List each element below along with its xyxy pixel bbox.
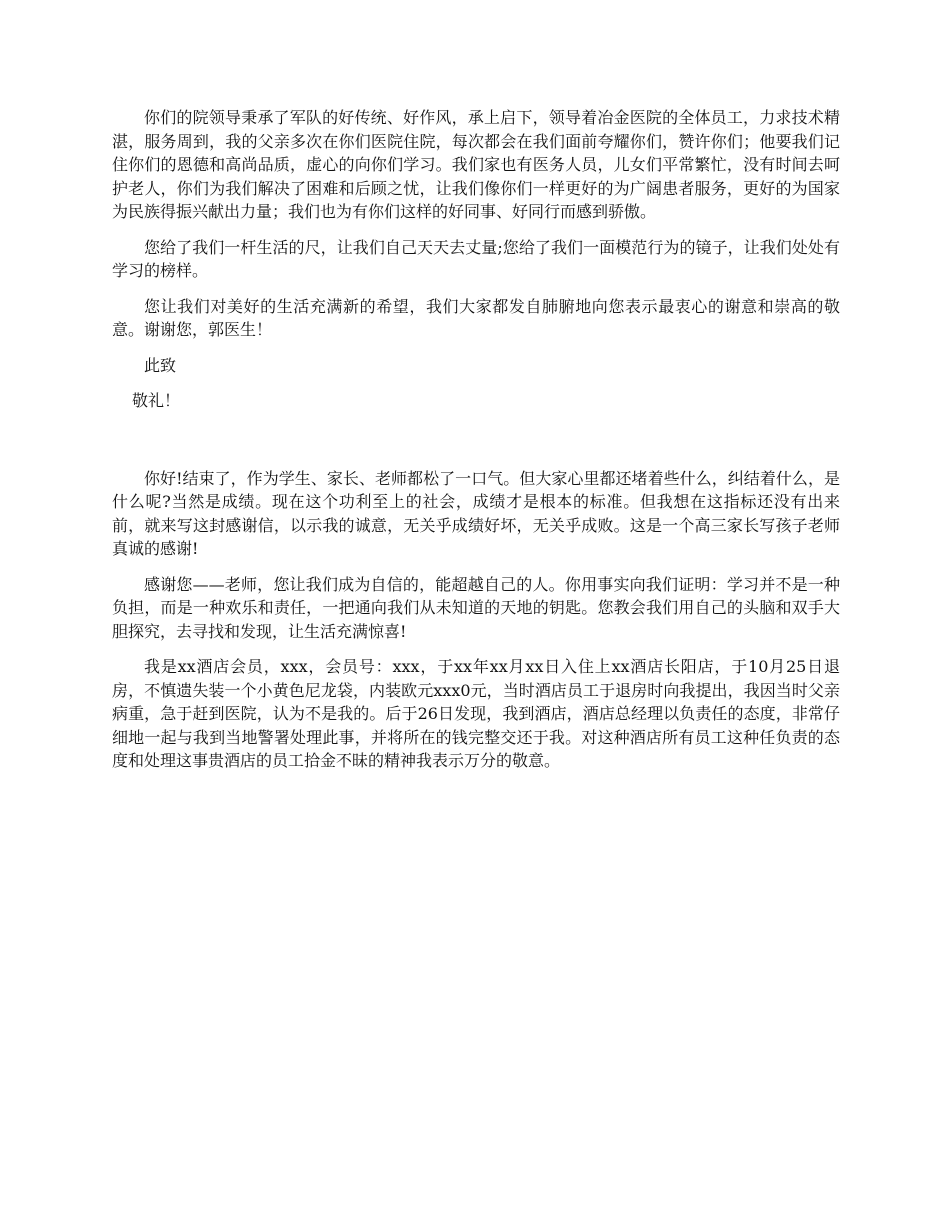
letter1-paragraph-1: 你们的院领导秉承了军队的好传统、好作风，承上启下，领导着冶金医院的全体员工，力求技术精湛，服务周到，我的父亲多次在你们医院住院，每次都会在我们面前夸耀你们，赞许你们；他要我们记住你们的恩德和高尚品质，虚心的向你们学习。我们家也有医务人员，儿女们平常繁忙，没有时间去呵护老人，你们为我们解决了困难和后顾之忧，让我们像你们一样更好的为广阔患者服务，更好的为国家为民族得振兴献出力量；我们也为有你们这样的好同事、好同行而感到骄傲。 (112, 108, 840, 221)
letter1-closing: 敬礼！ (132, 391, 181, 410)
letter1-salutation: 此致 (144, 355, 177, 375)
letter2-paragraph-2: 感谢您——老师，您让我们成为自信的，能超越自己的人。你用事实向我们证明：学习并不是一种负担，而是一种欢乐和责任，一把通向我们从未知道的天地的钥匙。您教会我们用自己的头脑和双手大胆探究，去寻找和发现，让生活充满惊喜! (112, 574, 840, 641)
letter2-paragraph-1: 你好!结束了，作为学生、家长、老师都松了一口气。但大家心里都还堵着些什么，纠结着什么，是什么呢?当然是成绩。现在这个功利至上的社会，成绩才是根本的标准。但我想在这指标还没有出来前，就来写这封感谢信，以示我的诚意，无关乎成绩好坏，无关乎成败。这是一个高三家长写孩子老师真诚的感谢! (112, 468, 840, 558)
letter1-paragraph-3: 您让我们对美好的生活充满新的希望，我们大家都发自肺腑地向您表示最衷心的谢意和崇高的敬意。谢谢您，郭医生！ (112, 296, 840, 339)
letter-separator-gap (112, 413, 840, 467)
document-body (112, 106, 840, 785)
letter2-paragraph-3: 我是xx酒店会员，xxx，会员号：xxx，于xx年xx月xx日入住上xx酒店长阳店，于10月25日退房，不慎遗失装一个小黄色尼龙袋，内装欧元xxx0元，当时酒店员工于退房时向我提出，我因当时父亲病重，急于赶到医院，认为不是我的。后于26日发现，我到酒店，酒店总经理以负责任的态度，非常仔细地一起与我到当地警署处理此事，并将所在的钱完整交还于我。对这种酒店所有员工这种任负责的态度和处理这事贵酒店的员工拾金不昧的精神我表示万分的敬意。 (112, 657, 840, 770)
letter1-paragraph-2: 您给了我们一杆生活的尺，让我们自己天天去丈量;您给了我们一面模范行为的镜子，让我们处处有学习的榜样。 (112, 237, 840, 280)
